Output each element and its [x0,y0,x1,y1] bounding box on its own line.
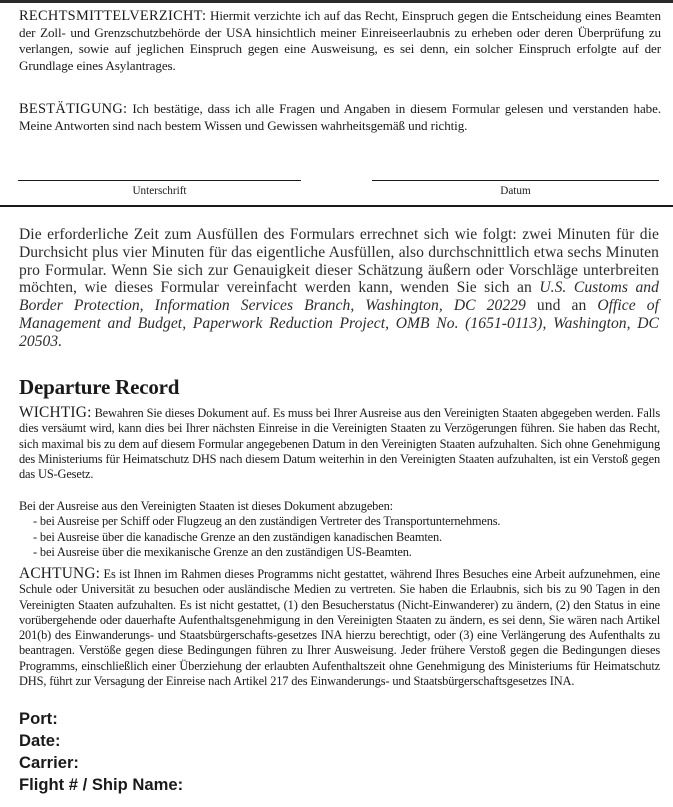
list-item: - bei Ausreise per Schiff oder Flugzeug an den zuständigen Vertreter des Transportunternehmens. [33,514,501,529]
surrender-instructions [19,499,660,560]
flight-ship-name-field[interactable]: Flight # / Ship Name: [19,775,184,794]
burden-address-cbp: U.S. Customs and Border Protection, Information Services Branch, Washington, DC 20229 [19,279,659,315]
warning-label: ACHTUNG: [19,565,101,582]
burden-address-omb: Office of Management and Budget, Paperwork Reduction Project, OMB No. (1651-0113), Washington, DC 20503. [19,297,659,350]
surrender-list [19,514,660,560]
warning-paragraph [19,566,660,689]
confirmation-text: Ich bestätige, dass ich alle Fragen und Angaben in diesem Formular gelesen und verstanden habe. Meine Antworten sind nach bestem Wissen und Gewissen wahrheitsgemäß und richtig. [19,101,661,133]
confirmation-paragraph [19,101,661,134]
carrier-field[interactable]: Carrier: [19,753,79,772]
important-label: WICHTIG: [19,404,92,421]
warning-text: Es ist Ihnen im Rahmen dieses Programms nicht gestattet, während Ihres Besuches eine Arbeit aufzunehmen, eine Schule oder Universität zu besuchen oder ausländische Medien zu vertreten. Sie haben die Erlaubnis, sich bis zu 90 Tagen in den Vereinigten Staaten aufzuhalten. Es ist nicht gestattet, (1) den Besucherstatus (Nicht-Einwanderer) zu ändern, (2) den Status in eine vorübergehende oder dauerhafte Aufenthaltsgenehmigung in den Vereinigten Staaten zu ändern, es sei denn, Sie wären nach Artikel 201(b) des Einwanderungs- und Staatsbürgerschafts-gesetzes INA hierzu berechtigt, oder (3) eine Verlängerung des Aufenthalts zu beantragen. Verstöße gegen diese Bedingungen führen zu Ihrer Ausweisung. Jeder frühere Verstoß gegen die Bedingungen dieses Programms, einschließlich einer Überziehung der erlaubten Aufenthaltszeit ohne Genehmigung des Ministeriums für Heimatschutz DHS, führt zur Versagung der Einreise nach Artikel 217 des Einwanderungs- und Staatsbürgerschaftsgesetzes INA. [19,567,660,689]
page-title: Departure Record [19,375,180,399]
signature-label: Unterschrift [132,185,187,197]
date-line[interactable] [372,180,659,181]
burden-statement [19,226,659,351]
waiver-paragraph [19,8,661,74]
port-field[interactable]: Port: [19,709,58,728]
section-divider [0,205,673,207]
waiver-label: RECHTSMITTELVERZICHT: [19,8,207,24]
burden-text-1: Die erforderliche Zeit zum Ausfüllen des Formulars errechnet sich wie folgt: zwei Minuten für die Durchsicht plus vier Minuten für das eigentliche Ausfüllen, also durchschnittlich etwa sechs Minuten pro Formular. Wenn Sie sich zur Genauigkeit dieser Schätzung äußern oder Vorschläge unterbreiten möchten, wie dieses Formular vereinfacht werden kann, wenden Sie sich an [19,226,659,297]
date-label: Datum [500,185,531,197]
burden-text-2: und an [525,297,598,315]
list-item: - bei Ausreise über die mexikanische Grenze an den zuständigen US-Beamten. [33,544,412,559]
waiver-text: Hiermit verzichte ich auf das Recht, Einspruch gegen die Entscheidung eines Beamten der Zoll- und Grenzschutzbehörde der USA hinsichtlich meiner Einreiseerlaubnis zu erheben oder deren Überprüfung zu verlangen, sowie auf jeglichen Einspruch gegen eine Ausweisung, es sei denn, ein solcher Einspruch erfolgte auf der Grundlage eines Asylantrages. [19,8,661,73]
list-item: - bei Ausreise über die kanadische Grenze an den zuständigen kanadischen Beamten. [33,529,442,544]
date-field[interactable]: Date: [19,731,61,750]
top-edge-rule [0,0,673,3]
important-text: Bewahren Sie dieses Dokument auf. Es muss bei Ihrer Ausreise aus den Vereinigten Staaten abgegeben werden. Falls dies versäumt wird, kann dies bei Ihrer nächsten Einreise in die Vereinigten Staaten zu Verzögerungen führen. Sie haben das Recht, sich maximal bis zu dem auf diesem Formular angegebenen Datum in den Vereinigten Staaten aufzuhalten. Sich ohne Genehmigung des Ministeriums für Heimatschutz DHS nach diesem Datum weiterhin in den Vereinigten Staaten aufzuhalten, ist ein Verstoß gegen das US-Gesetz. [19,406,660,482]
surrender-intro: Bei der Ausreise aus den Vereinigten Staaten ist dieses Dokument abzugeben: [19,499,393,513]
signature-line[interactable] [18,180,301,181]
confirmation-label: BESTÄTIGUNG: [19,101,128,117]
important-paragraph [19,405,660,482]
